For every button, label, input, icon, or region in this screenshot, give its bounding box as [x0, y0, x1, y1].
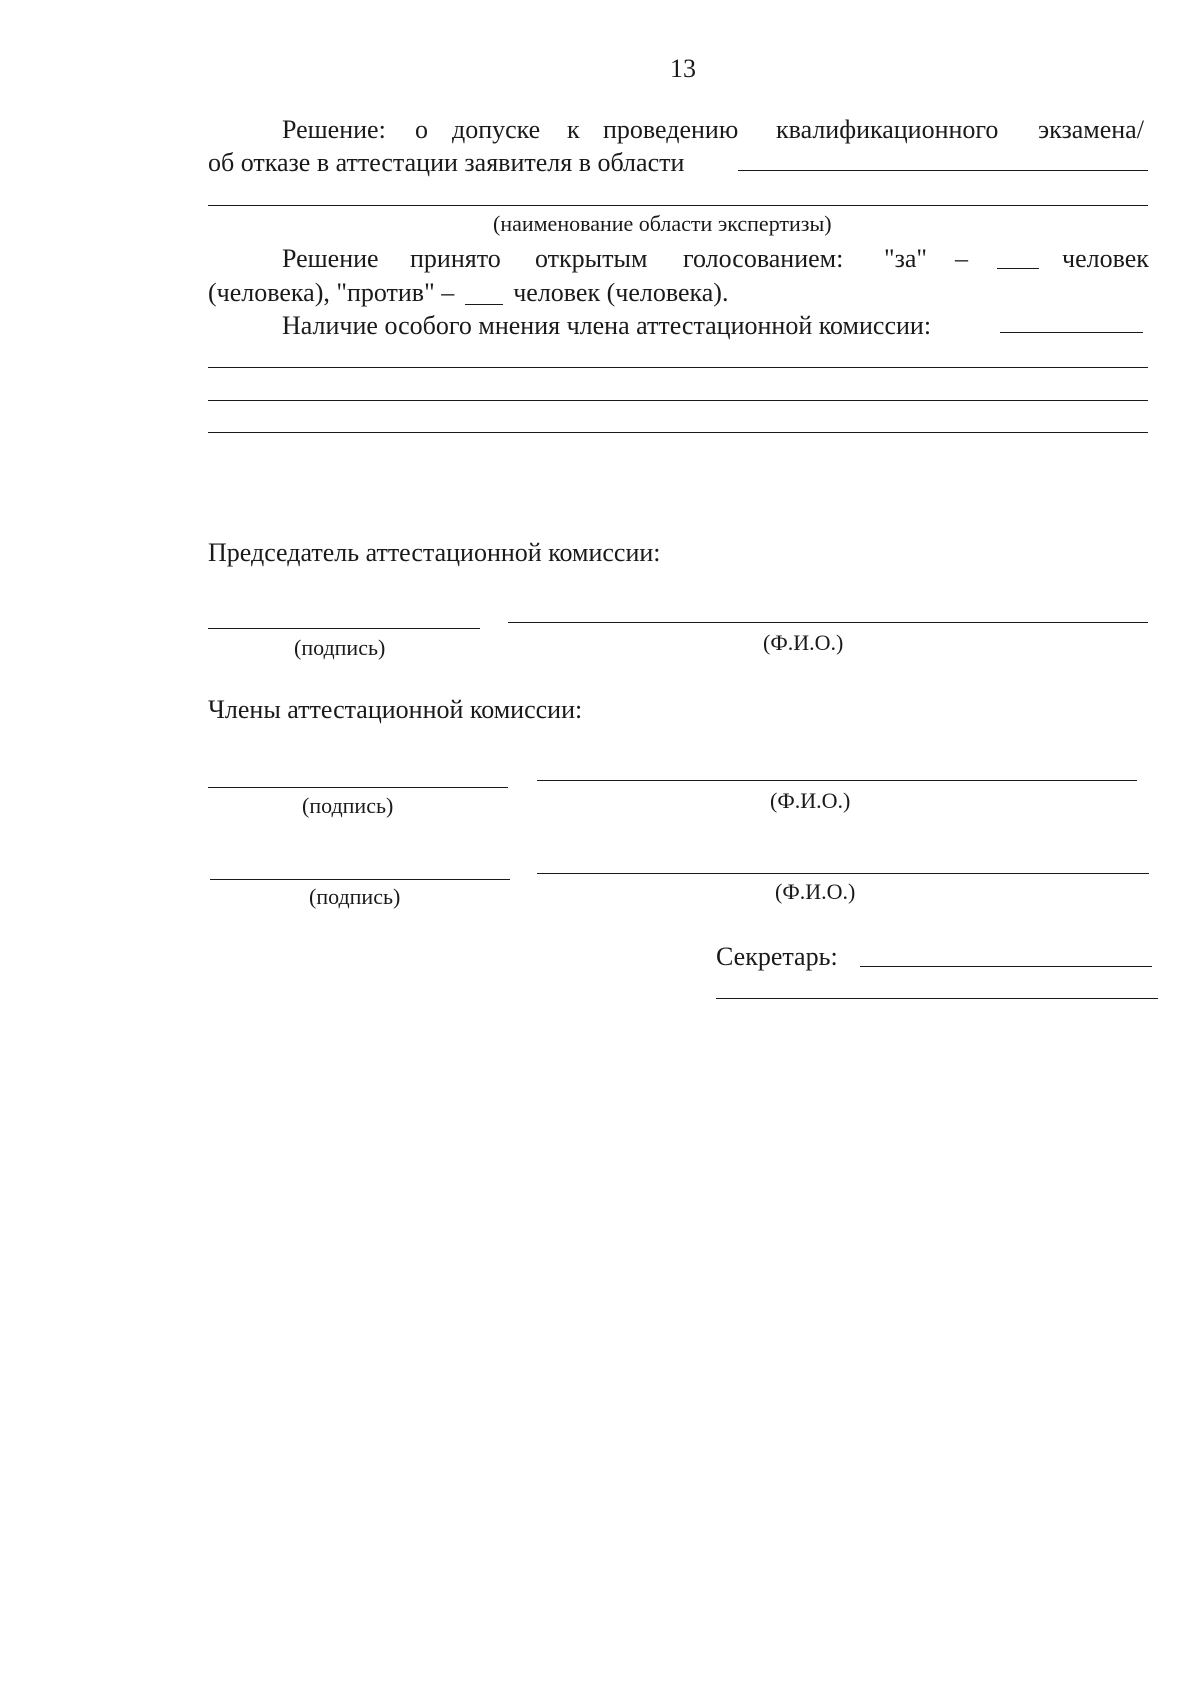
member-name-caption: (Ф.И.О.)	[775, 879, 856, 904]
member-name-field[interactable]	[537, 873, 1149, 874]
expertise-area-field-continued[interactable]	[208, 205, 1148, 206]
chairman-signature-caption: (подпись)	[294, 635, 386, 660]
voting-word: человек	[1062, 244, 1149, 273]
special-opinion-field-line-1[interactable]	[208, 367, 1148, 368]
chairman-signature-field[interactable]	[208, 628, 480, 629]
voting-word: –	[955, 244, 968, 273]
chairman-name-field[interactable]	[508, 622, 1148, 623]
special-opinion-field[interactable]	[1000, 332, 1143, 333]
decision-word: Решение:	[282, 115, 386, 144]
voting-word: Решение	[282, 244, 379, 273]
secretary-signature-field[interactable]	[860, 966, 1152, 967]
decision-word: экзамена/	[1038, 115, 1144, 144]
voting-word: открытым	[535, 244, 648, 273]
expertise-area-caption: (наименование области экспертизы)	[493, 211, 832, 236]
voting-word: "за"	[884, 244, 928, 273]
voting-word: голосованием:	[683, 244, 844, 273]
member-signature-field[interactable]	[208, 787, 508, 788]
special-opinion-field-line-3[interactable]	[208, 432, 1148, 433]
secretary-name-field[interactable]	[716, 998, 1158, 999]
member-signature-field[interactable]	[210, 879, 510, 880]
voting-word: принято	[410, 244, 501, 273]
votes-against-field[interactable]	[465, 304, 503, 305]
chairman-label: Председатель аттестационной комиссии:	[208, 538, 661, 567]
votes-for-field[interactable]	[997, 268, 1039, 269]
decision-word: к	[567, 115, 580, 144]
expertise-area-field[interactable]	[738, 170, 1148, 171]
special-opinion-field-line-2[interactable]	[208, 400, 1148, 401]
voting-line2-prefix: (человека), "против" –	[208, 278, 455, 307]
members-label: Члены аттестационной комиссии:	[208, 695, 583, 724]
decision-word: проведению	[603, 115, 739, 144]
member-name-caption: (Ф.И.О.)	[770, 788, 851, 813]
decision-word: допуске	[452, 115, 541, 144]
page-number: 13	[670, 54, 696, 83]
member-signature-caption: (подпись)	[302, 793, 394, 818]
member-name-field[interactable]	[537, 780, 1137, 781]
secretary-label: Секретарь:	[716, 942, 838, 971]
decision-line2: об отказе в аттестации заявителя в области	[208, 148, 685, 177]
chairman-name-caption: (Ф.И.О.)	[763, 630, 844, 655]
decision-word: квалификационного	[776, 115, 999, 144]
special-opinion-label: Наличие особого мнения члена аттестационной комиссии:	[282, 311, 932, 340]
voting-line2	[208, 280, 728, 306]
decision-word: о	[415, 115, 428, 144]
voting-line2-suffix: человек (человека).	[513, 278, 729, 307]
member-signature-caption: (подпись)	[309, 884, 401, 909]
